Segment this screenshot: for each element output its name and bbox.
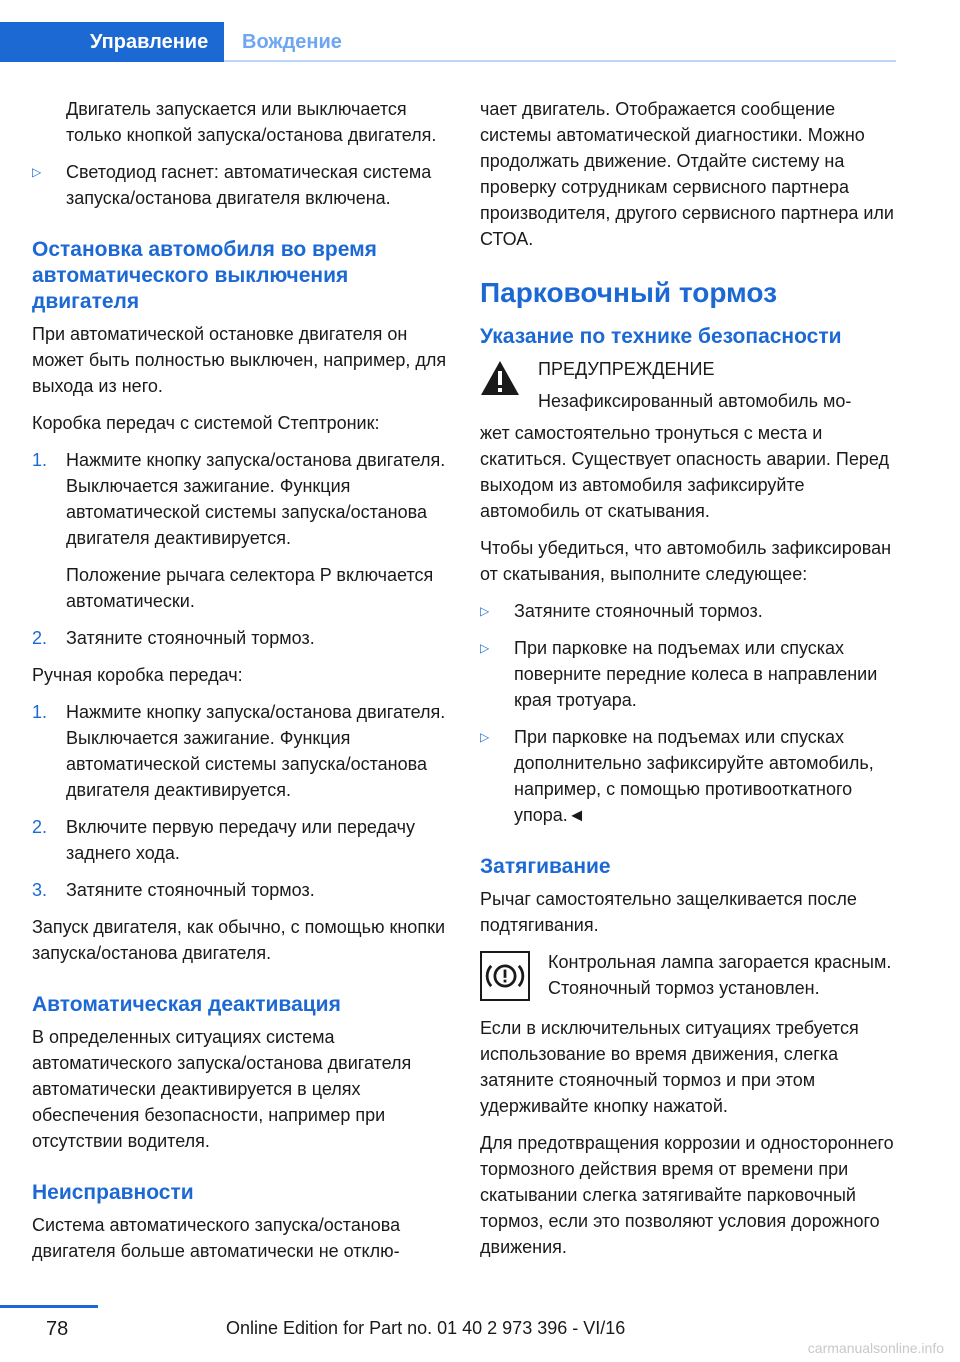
paragraph-lever: Рычаг самостоятельно защелкивается после подтягивания. (480, 889, 857, 935)
tab-driving[interactable]: Вождение (242, 31, 342, 53)
list-number: 3. (32, 880, 48, 900)
list-number: 2. (32, 628, 48, 648)
heading-auto-deactivation: Автоматическая деактивация (32, 993, 341, 1016)
paragraph-corrosion: Для предотвращения коррозии и одностороннего тормозного действия время от времени при скатывании слегка затягивайте парковочный тормоз, если это позволяют условия дорожного движения. (480, 1133, 894, 1257)
warning-title: ПРЕДУПРЕЖДЕНИЕ (538, 359, 715, 379)
bullet-triangle-icon: ▷ (32, 165, 42, 179)
list-item (32, 625, 452, 651)
paragraph-fault-continued: чает двигатель. Отображается сообщение системы автоматической диагностики. Можно продолжать движение. Отдайте систему на проверку сотрудникам сервисного партнера производителя, другого сервисного партнера или СТОА. (480, 99, 894, 249)
paragraph-start: Запуск двигателя, как обычно, с помощью кнопки запуска/останова двигателя. (32, 917, 445, 963)
list-text: Затяните стояночный тормоз. (66, 880, 315, 900)
bullet-triangle-icon: ▷ (480, 730, 490, 744)
led-note: Светодиод гаснет: автоматическая система запуска/останова двигателя включена. (66, 162, 432, 208)
heading-faults: Неисправности (32, 1181, 194, 1204)
watermark: carmanualsonline.info (807, 1340, 944, 1356)
list-number: 1. (32, 450, 48, 470)
list-item (32, 159, 452, 211)
paragraph-stop: При автоматической остановке двигателя он может быть полностью выключен, например, для выхода из него. (32, 324, 447, 396)
paragraph-steptronic: Коробка передач с системой Стептроник: (32, 413, 380, 433)
tab-control[interactable]: Управление (0, 22, 224, 62)
bullet-triangle-icon: ▷ (480, 604, 490, 618)
indicator-block (480, 949, 900, 1001)
heading-safety: Указание по технике безопасности (480, 325, 842, 348)
indicator-text: Контрольная лампа загорается красным. Стояночный тормоз установлен. (548, 952, 892, 998)
right-column (480, 96, 900, 1271)
paragraph-exceptional: Если в исключительных ситуациях требуется использование во время движения, слегка затяните стояночный тормоз и при этом удерживайте кнопку нажатой. (480, 1018, 859, 1116)
list-item (32, 699, 452, 803)
heading-stop-during-auto-off: Остановка автомобиля во время автоматического выключения двигателя (32, 238, 377, 313)
page-number: 78 (46, 1318, 69, 1340)
parking-brake-indicator-icon (480, 951, 530, 1001)
list-text: Затяните стояночный тормоз. (514, 601, 763, 621)
list-item (480, 724, 900, 828)
warning-block (480, 356, 900, 414)
list-item (32, 877, 452, 903)
list-item (32, 814, 452, 866)
list-item (480, 598, 900, 624)
left-column (32, 96, 452, 1275)
warning-triangle-icon (480, 360, 520, 396)
list-text: Нажмите кнопку запуска/останова двигателя. Выключается зажигание. Функция автоматической системы запуска/останова двигателя деактивируется. (66, 702, 446, 800)
warning-body: жет самостоятельно тронуться с места и скатиться. Существует опасность аварии. Перед выходом из автомобиля зафиксируйте автомобиль от скатывания. (480, 423, 889, 521)
continued-paragraph: Двигатель запускается или выключается только кнопкой запуска/останова двигателя. (66, 99, 437, 145)
list-text: Нажмите кнопку запуска/останова двигателя. Выключается зажигание. Функция автоматической системы запуска/останова двигателя деактивируется. (66, 450, 446, 548)
list-number: 1. (32, 702, 48, 722)
list-text: Включите первую передачу или передачу заднего хода. (66, 817, 415, 863)
paragraph-manual: Ручная коробка передач: (32, 665, 243, 685)
footer-edition: Online Edition for Part no. 01 40 2 973 396 - VI/16 (226, 1318, 626, 1338)
page-number-rule (0, 1305, 98, 1308)
header-rule (224, 60, 896, 62)
list-number: 2. (32, 817, 48, 837)
list-text: Затяните стояночный тормоз. (66, 628, 315, 648)
paragraph-fault: Система автоматического запуска/останова двигателя больше автоматически не отклю- (32, 1215, 401, 1261)
paragraph-ensure: Чтобы убедиться, что автомобиль зафиксирован от скатывания, выполните следующее: (480, 538, 892, 584)
bullet-triangle-icon: ▷ (480, 641, 490, 655)
list-text-extra: Положение рычага селектора P включается автоматически. (66, 565, 434, 611)
heading-tightening: Затягивание (480, 855, 611, 878)
list-item (480, 635, 900, 713)
heading-parking-brake: Парковочный тормоз (480, 277, 778, 308)
list-text: При парковке на подъемах или спусках дополнительно зафиксируйте автомобиль, например, с помощью противооткатного упора.◄ (514, 727, 874, 825)
list-text: При парковке на подъемах или спусках поверните передние колеса в направлении края тротуара. (514, 638, 878, 710)
warning-lead: Незафиксированный автомобиль мо- (538, 391, 852, 411)
header-tabs (0, 22, 896, 62)
paragraph-auto: В определенных ситуациях система автоматического запуска/останова двигателя автоматически деактивируется в целях обеспечения безопасности, например при отсутствии водителя. (32, 1027, 412, 1151)
list-item (32, 447, 452, 614)
